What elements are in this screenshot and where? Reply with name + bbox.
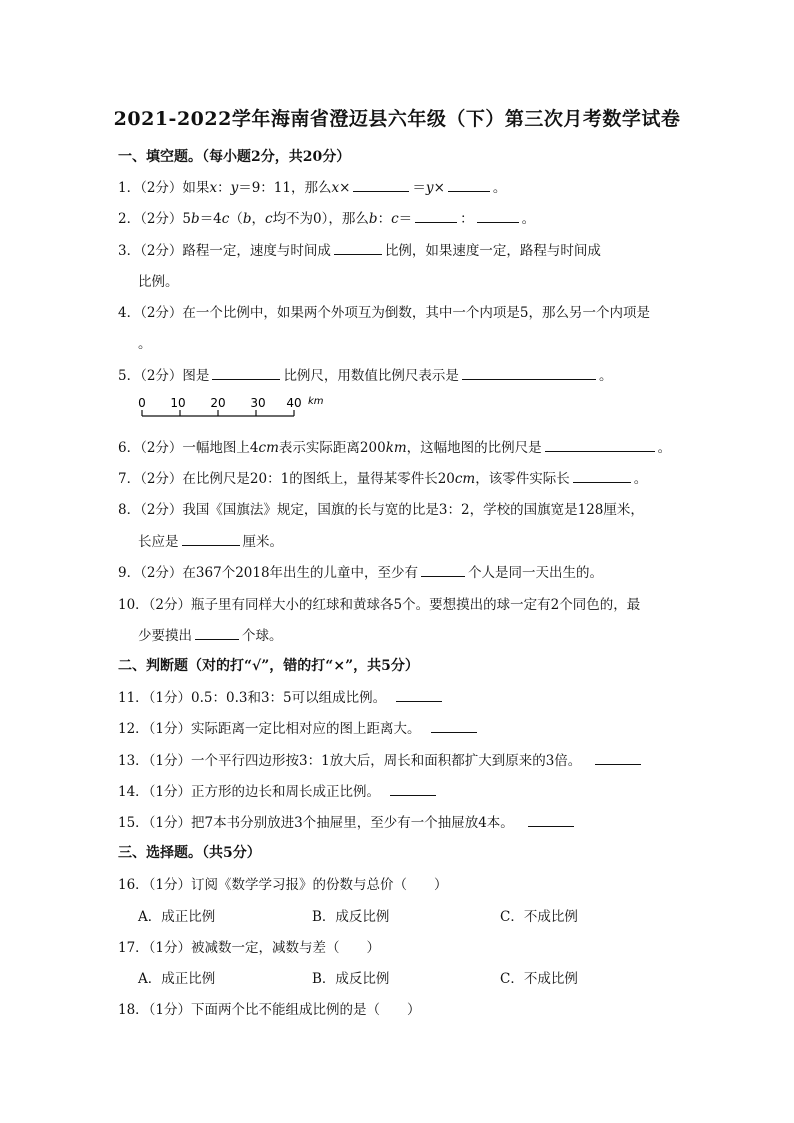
- question-8-continued: 长应是 厘米。: [138, 534, 283, 550]
- answer-blank[interactable]: [334, 242, 382, 255]
- question-15: 15．（1分）把7本书分别放进3个抽屉里，至少有一个抽屉放4本。: [118, 811, 577, 831]
- question-6: 6．（2分）一幅地图上4cm表示实际距离200km，这幅地图的比例尺是 。: [118, 440, 672, 456]
- question-1: 1．（2分）如果x：y＝9：11，那么x× ＝y× 。: [118, 180, 507, 196]
- section-heading-multiple-choice: 三、选择题。（共5分）: [118, 845, 261, 861]
- answer-blank[interactable]: [212, 367, 280, 380]
- scale-label-0: 0: [138, 396, 146, 410]
- question-11: 11．（1分）0.5：0.3和3：5可以组成比例。: [118, 686, 445, 706]
- question-4-continued: 。: [138, 336, 152, 352]
- question-3-continued: 比例。: [138, 274, 179, 290]
- scale-label-30: 30: [250, 396, 266, 410]
- option-b[interactable]: B．成反比例: [312, 909, 390, 925]
- question-12: 12．（1分）实际距离一定比相对应的图上距离大。: [118, 717, 480, 737]
- answer-blank[interactable]: [545, 439, 655, 452]
- answer-blank[interactable]: [573, 470, 631, 483]
- question-3: 3．（2分）路程一定，速度与时间成 比例，如果速度一定，路程与时间成: [118, 243, 601, 259]
- option-b[interactable]: B．成反比例: [312, 971, 390, 987]
- question-5: 5．（2分）图是 比例尺，用数值比例尺表示是 。: [118, 368, 613, 384]
- question-17: 17．（1分）被减数一定，减数与差（ ）: [118, 940, 381, 956]
- question-7: 7．（2分）在比例尺是20：1的图纸上，量得某零件长20cm，该零件实际长 。: [118, 471, 648, 487]
- answer-blank[interactable]: [415, 210, 457, 223]
- answer-blank[interactable]: [390, 783, 436, 796]
- question-4: 4．（2分）在一个比例中，如果两个外项互为倒数，其中一个内项是5，那么另一个内项是: [118, 305, 651, 321]
- question-9: 9．（2分）在367个2018年出生的儿童中，至少有 个人是同一天出生的。: [118, 565, 604, 581]
- question-16: 16．（1分）订阅《数学学习报》的份数与总价（ ）: [118, 877, 448, 893]
- question-18: 18．（1分）下面两个比不能组成比例的是（ ）: [118, 1002, 421, 1018]
- line-scale-figure: [132, 392, 332, 422]
- question-13: 13．（1分）一个平行四边形按3：1放大后，周长和面积都扩大到原来的3倍。: [118, 749, 644, 769]
- scale-label-10: 10: [170, 396, 186, 410]
- question-10-continued: 少要摸出 个球。: [138, 628, 283, 644]
- answer-blank[interactable]: [421, 564, 465, 577]
- scale-label-40: 40: [286, 396, 302, 410]
- section-heading-fill-in: 一、填空题。（每小题2分，共20分）: [118, 149, 351, 165]
- answer-blank[interactable]: [195, 627, 239, 640]
- answer-blank[interactable]: [595, 752, 641, 765]
- answer-blank[interactable]: [448, 179, 490, 192]
- option-c[interactable]: C．不成比例: [500, 909, 578, 925]
- question-2: 2．（2分）5b＝4c（b，c均不为0），那么b：c＝ ： 。: [118, 211, 536, 227]
- option-c[interactable]: C．不成比例: [500, 971, 578, 987]
- question-8: 8．（2分）我国《国旗法》规定，国旗的长与宽的比是3：2，学校的国旗宽是128厘米，: [118, 502, 644, 518]
- question-14: 14．（1分）正方形的边长和周长成正比例。: [118, 780, 439, 800]
- option-a[interactable]: A．成正比例: [138, 971, 216, 987]
- scale-label-20: 20: [210, 396, 226, 410]
- answer-blank[interactable]: [462, 367, 596, 380]
- answer-blank[interactable]: [528, 814, 574, 827]
- page-title: 2021-2022学年海南省澄迈县六年级（下）第三次月考数学试卷: [113, 108, 681, 130]
- answer-blank[interactable]: [396, 689, 442, 702]
- question-10: 10．（2分）瓶子里有同样大小的红球和黄球各5个。要想摸出的球一定有2个同色的，最: [118, 597, 641, 613]
- answer-blank[interactable]: [182, 533, 240, 546]
- answer-blank[interactable]: [431, 720, 477, 733]
- section-heading-true-false: 二、判断题（对的打“√”，错的打“×”，共5分）: [118, 658, 419, 674]
- option-a[interactable]: A．成正比例: [138, 909, 216, 925]
- answer-blank[interactable]: [353, 179, 409, 192]
- scale-unit-label: km: [308, 396, 324, 407]
- answer-blank[interactable]: [477, 210, 519, 223]
